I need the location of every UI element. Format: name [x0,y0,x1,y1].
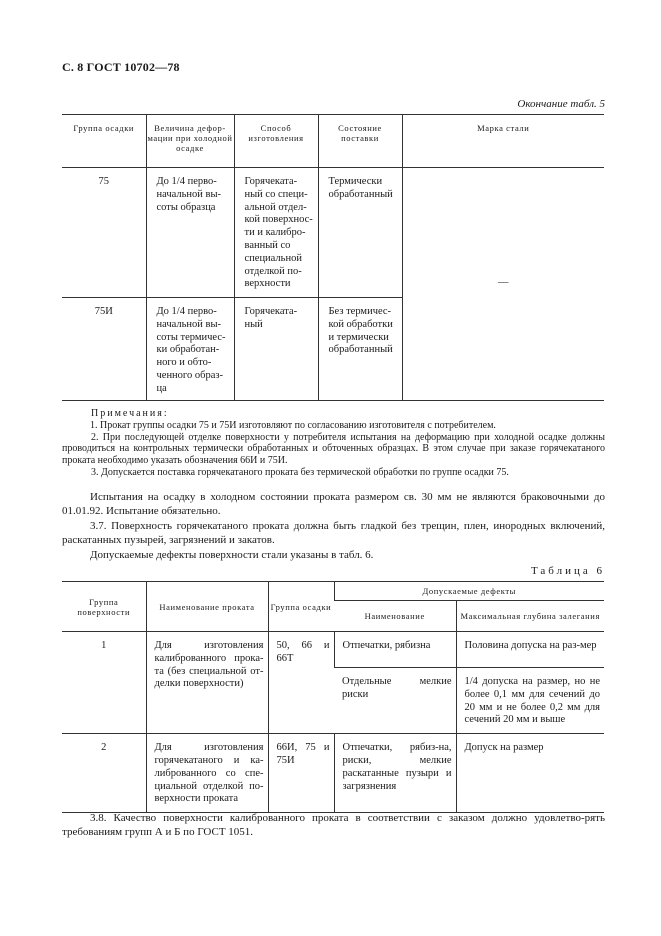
cell-state: Без термичес-кой обработки и термически обработанный [318,298,402,401]
table-6 [62,581,604,813]
cell-defect-depth: Допуск на размер [456,734,604,813]
table-row [62,632,604,668]
cell-defect-name: Отпечатки, рябизна [334,632,456,668]
header-allowed-defects: Допускаемые дефекты [334,582,604,601]
header-group-upset: Группа осадки [73,123,135,133]
note-item: 3. Допускается поставка горячекатаного проката без термической обработки по группе осадки 75. [91,466,509,478]
paragraph-upset-test: Испытания на осадку в холодном состоянии проката размером св. 30 мм не являются браковочными до 01.01.92. Испытание обязательно. [62,491,605,517]
cell-deformation: До 1/4 перво-начальной вы-соты термичес-ки обработан-ного и обто-ченного образ-ца [146,298,234,401]
header-group-surface: Группа поверхности [77,596,131,617]
cell-steel-grade: — [402,168,604,401]
cell-defect-depth: Половина допуска на раз-мер [456,632,604,668]
table-5 [62,114,604,401]
table-row [62,168,604,298]
notes [62,408,605,479]
header-product-name: Наименование проката [146,582,268,632]
header-group-upset: Группа осадки [268,582,334,632]
paragraph-defects-ref: Допускаемые дефекты поверхности стали указаны в табл. 6. [90,549,374,561]
cell-defect-name: Отпечатки, рябиз-на, риски, мелкие раскатанные пузыри и загрязнения [334,734,456,813]
cell-defect-depth: 1/4 допуска на размер, но не более 0,1 мм для сечений до 20 мм и не более 0,2 мм для сечений 20 мм и выше [456,668,604,734]
cell-upset: 50, 66 и 66Т [268,632,334,734]
cell-product: Для изготовления горячекатаного и ка-либрованного со спе-циальной отделкой по-верхности проката [146,734,268,813]
note-item: 1. Прокат группы осадки 75 и 75И изготовляют по согласованию изготовителя с потребителем. [90,419,496,431]
cell-upset: 66И, 75 и 75И [268,734,334,813]
paragraph-3-7: 3.7. Поверхность горячекатаного проката должна быть гладкой без трещин, плен, инородных включений, раскатанных пузырей, загрязнений и закатов. [62,520,605,546]
cell-product: Для изготовления калиброванного прока-та (без специальной от-делки поверхности) [146,632,268,734]
table-6-header-row [62,582,604,601]
header-deformation: Величина дефор-мации при холодной осадке [146,115,234,168]
header-method: Способ изготовления [234,115,318,168]
cell-group: 2 [62,734,146,813]
note-item: 2. При последующей отделке поверхности у потребителя испытания на деформацию при холодной осадке должны проводиться на контрольных термически обработанных и обточенных образцах. В этом случае при заказе горячекатаного проката необходимо указать обозначения 66И и 75И. [62,431,605,467]
table-continuation-label: Окончание табл. 5 [517,98,605,110]
cell-group: 75 [98,176,109,187]
cell-method: Горячеката-ный со специ-альной отдел-кой поверхнос-ти и калибро-ванный со специальной отделкой по-верхности [234,168,318,298]
table-6-caption: Таблица 6 [530,565,605,577]
table-5-header-row [62,115,604,168]
header-max-depth: Максимальная глубина залегания [456,601,604,632]
cell-group: 1 [62,632,146,734]
cell-method: Горячеката-ный [234,298,318,401]
table-row [62,734,604,813]
cell-group: 75И [62,298,146,401]
cell-state: Термически обработанный [318,168,402,298]
header-defect-name: Наименование [334,601,456,632]
cell-deformation: До 1/4 перво-начальной вы-соты образца [146,168,234,298]
header-steel-grade: Марка стали [402,115,604,168]
paragraph-3-8 [62,812,605,839]
notes-title: Примечания: [91,408,169,419]
cell-defect-name: Отдельные мелкие риски [334,668,456,734]
paragraph-3-8-text: 3.8. Качество поверхности калиброванного проката в соответствии с заказом должно удовлетво-рять требованиям групп А и Б по ГОСТ 1051. [62,812,605,838]
header-state: Состояние поставки [318,115,402,168]
page-header: С. 8 ГОСТ 10702—78 [62,60,180,74]
body-paragraphs [62,491,605,563]
